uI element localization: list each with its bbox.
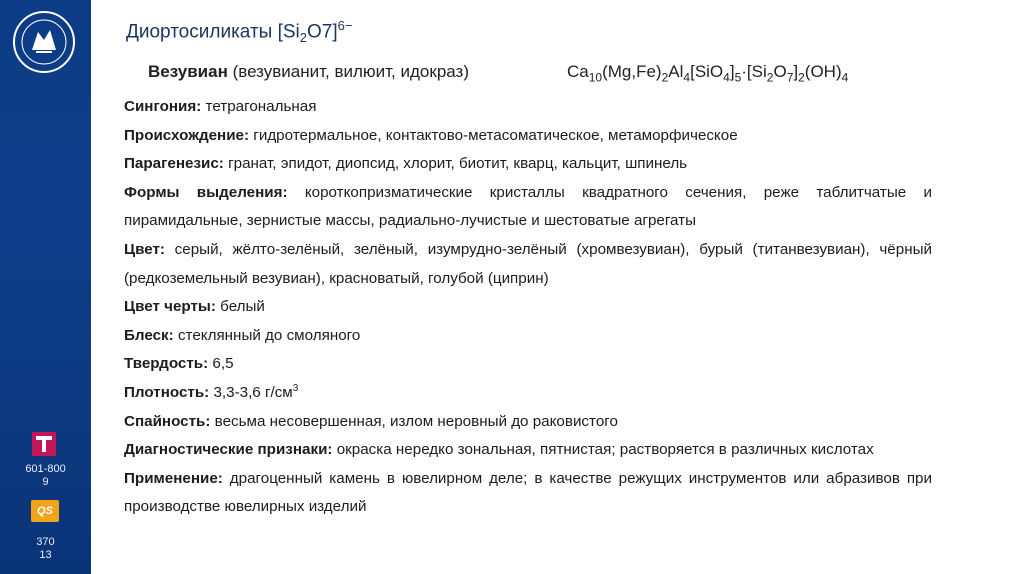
ranking-range-2: 370 — [36, 536, 55, 548]
property-habit: Формы выделения: короткопризматические кристаллы квадратного сечения, реже таблитчатые и пирамидальные, зернистые массы, радиально-лучистые и шестоватые агрегаты — [124, 183, 932, 230]
property-application: Применение: драгоценный камень в ювелирном деле; в качестве режущих инструментов или абразивов при производстве ювелирных изделий — [124, 469, 932, 516]
property-paragenesis: Парагенезис: гранат, эпидот, диопсид, хлорит, биотит, кварц, кальцит, шпинель — [124, 155, 688, 173]
slide-title: Диортосиликаты $[Si_2O7]^{6-}$ — [126, 18, 353, 46]
ranking-sub-1: 9 — [42, 476, 49, 488]
property-density: Плотность: 3,3-3,6 $г/см^3$ — [124, 382, 299, 401]
ranking-sub-2: 13 — [39, 549, 52, 561]
property-streak: Цвет черты: белый — [124, 298, 265, 316]
property-hardness: Твердость: 6,5 — [124, 355, 234, 373]
property-diagnostics: Диагностические признаки: окраска нередко зональная, пятнистая; растворяется в различных кислотах — [124, 441, 874, 459]
the-ranking-icon — [30, 430, 58, 458]
mineral-synonyms: (везувианит, вилюит, идокраз) — [227, 62, 469, 81]
mineral-formula: $Ca_{10}(Mg,Fe)_2Al_4[SiO_4]_5\cdot[Si_2O_7]_2(OH)_4$ — [567, 62, 849, 85]
property-crystal-system: Сингония: тетрагональная — [124, 98, 317, 115]
qs-ranking-icon: QS — [31, 500, 59, 522]
mineral-name: Везувиан — [148, 62, 228, 81]
sidebar — [0, 0, 91, 574]
property-list — [124, 93, 932, 522]
property-cleavage: Спайность: весьма несовершенная, излом неровный до раковистого — [124, 412, 618, 430]
mineral-heading — [148, 62, 1008, 85]
property-origin: Происхождение: гидротермальное, контактово-метасоматическое, метаморфическое — [124, 126, 738, 144]
property-color: Цвет: серый, жёлто-зелёный, зелёный, изумрудно-зелёный (хромвезувиан), бурый (титанвезувиан), чёрный (редкоземельный везувиан), красноватый, голубой (циприн) — [124, 240, 932, 287]
property-luster: Блеск: стеклянный до смоляного — [124, 326, 361, 344]
ranking-range-1: 601-800 — [25, 463, 66, 475]
university-logo-icon — [12, 10, 76, 74]
